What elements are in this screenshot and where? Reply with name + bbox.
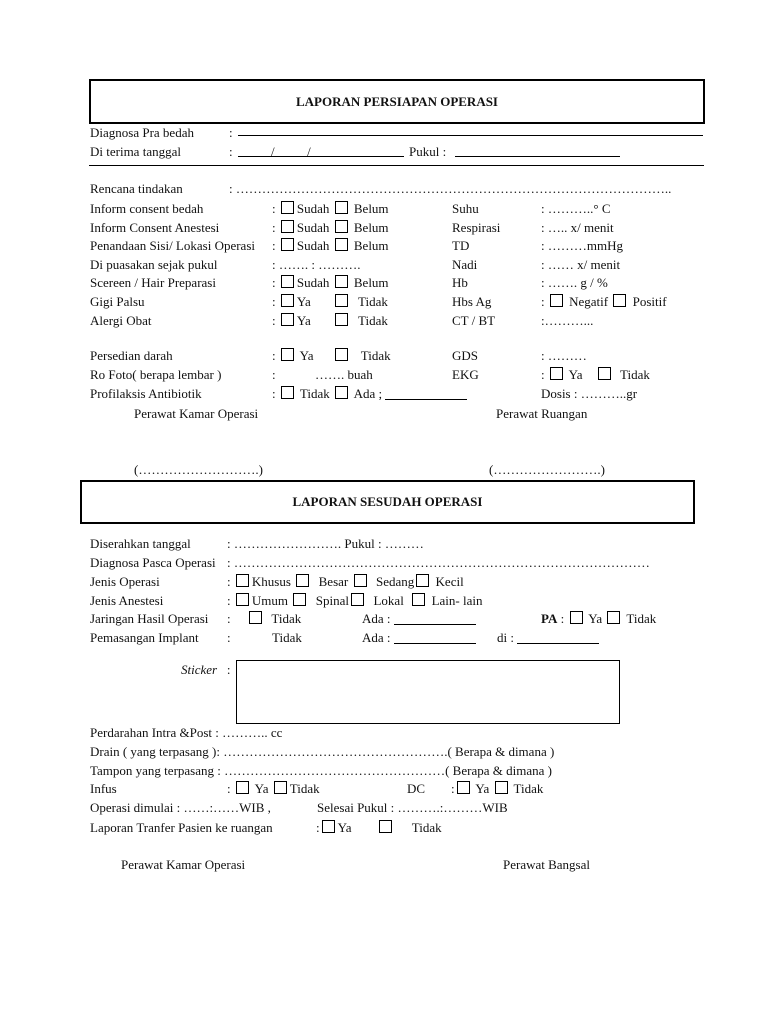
sticker-label: Sticker : xyxy=(181,662,231,677)
ya-checkbox[interactable] xyxy=(550,367,563,380)
alergi-label: Alergi Obat xyxy=(90,313,152,328)
hbsag-options: : Negatif Positif xyxy=(541,294,667,309)
ya-checkbox[interactable] xyxy=(281,348,294,361)
section1-title: LAPORAN PERSIAPAN OPERASI xyxy=(296,93,498,109)
belum-checkbox[interactable] xyxy=(335,201,348,214)
jaringan-label: Jaringan Hasil Operasi xyxy=(90,611,209,626)
ya-checkbox[interactable] xyxy=(570,611,583,624)
ctbt-value[interactable]: :………... xyxy=(541,313,594,328)
ya-checkbox[interactable] xyxy=(236,781,249,794)
dc-label: DC xyxy=(407,781,426,796)
rencana-dots[interactable]: : ……………………………………………………………………………………….. xyxy=(229,181,672,196)
gigi-palsu-options: : Ya Tidak xyxy=(272,294,388,309)
diagnosa-pasca-value[interactable]: : …………………………………………………………………………………… xyxy=(227,555,650,570)
transfer-options: : Ya Tidak xyxy=(316,820,442,835)
perdarahan-field[interactable]: Perdarahan Intra &Post : ……….. cc xyxy=(90,725,283,740)
jenis-operasi-options: : Khusus Besar Sedang Kecil xyxy=(227,574,464,589)
diserahkan-value[interactable]: : ……………………. Pukul : ……… xyxy=(227,536,424,551)
sudah-checkbox[interactable] xyxy=(281,201,294,214)
gds-value[interactable]: : ……… xyxy=(541,348,587,363)
tidak-checkbox[interactable] xyxy=(274,781,287,794)
tidak-checkbox[interactable] xyxy=(607,611,620,624)
nadi-value[interactable]: : …… x/ menit xyxy=(541,257,621,272)
screen-hair-label: Scereen / Hair Preparasi xyxy=(90,275,216,290)
belum-checkbox[interactable] xyxy=(335,275,348,288)
lain-lain-checkbox[interactable] xyxy=(412,593,425,606)
selesai-field[interactable]: Selesai Pukul : ……….:………WIB xyxy=(317,800,508,815)
sign-left-label: Perawat Kamar Operasi xyxy=(134,406,259,421)
positif-checkbox[interactable] xyxy=(613,294,626,307)
puasa-label: Di puasakan sejak pukul xyxy=(90,257,218,272)
colon: : xyxy=(272,367,276,382)
hb-value[interactable]: : ……. g / % xyxy=(541,275,608,290)
date-slashes: / / xyxy=(271,144,311,159)
hbsag-label: Hbs Ag xyxy=(452,294,492,309)
section1-title-box xyxy=(89,79,705,124)
sign2-right-label: Perawat Bangsal xyxy=(503,857,591,872)
dc-options: : Ya Tidak xyxy=(451,781,544,796)
tidak-checkbox[interactable] xyxy=(249,611,262,624)
sign2-left-label: Perawat Kamar Operasi xyxy=(121,857,246,872)
diagnosa-pasca-label: Diagnosa Pasca Operasi xyxy=(90,555,216,570)
sign-right-label: Perawat Ruangan xyxy=(496,406,588,421)
ya-checkbox[interactable] xyxy=(281,313,294,326)
spinal-checkbox[interactable] xyxy=(293,593,306,606)
hb-label: Hb xyxy=(452,275,468,290)
sign-right-paren[interactable]: (…………………….) xyxy=(489,462,605,477)
puasa-value[interactable]: : ……. : ………. xyxy=(272,257,361,272)
divider xyxy=(89,165,704,166)
umum-checkbox[interactable] xyxy=(236,593,249,606)
tidak-checkbox[interactable] xyxy=(335,348,348,361)
tidak-checkbox[interactable] xyxy=(281,386,294,399)
rofoto-value[interactable]: ……. buah xyxy=(315,367,373,382)
ctbt-label: CT / BT xyxy=(452,313,496,328)
ekg-label: EKG xyxy=(452,367,479,382)
profilaksis-label: Profilaksis Antibiotik xyxy=(90,386,202,401)
tidak-checkbox[interactable] xyxy=(379,820,392,833)
rencana-label: Rencana tindakan xyxy=(90,181,183,196)
operasi-dimulai-field[interactable]: Operasi dimulai : ……:……WIB , xyxy=(90,800,271,815)
implant-di: di : xyxy=(497,630,599,646)
tidak-checkbox[interactable] xyxy=(335,294,348,307)
implant-ada-field[interactable] xyxy=(394,632,476,644)
diterima-label: Di terima tanggal xyxy=(90,144,181,159)
date-field[interactable] xyxy=(238,156,404,157)
pukul-label: Pukul : xyxy=(409,144,447,159)
pa-options: PA : Ya Tidak xyxy=(541,611,657,626)
khusus-checkbox[interactable] xyxy=(236,574,249,587)
sudah-checkbox[interactable] xyxy=(281,220,294,233)
diserahkan-label: Diserahkan tanggal xyxy=(90,536,191,551)
td-value[interactable]: : ………mmHg xyxy=(541,238,623,253)
negatif-checkbox[interactable] xyxy=(550,294,563,307)
pukul-field[interactable] xyxy=(455,156,620,157)
ada-checkbox[interactable] xyxy=(335,386,348,399)
profilaksis-options: : Tidak Ada ; xyxy=(272,386,467,402)
dosis-value[interactable]: Dosis : ………..gr xyxy=(541,386,638,401)
jenis-anestesi-label: Jenis Anestesi xyxy=(90,593,164,608)
sign-left-paren[interactable]: (……………………….) xyxy=(134,462,263,477)
diagnosa-pra-field[interactable] xyxy=(238,135,703,136)
persediaan-options: : Ya Tidak xyxy=(272,348,391,363)
infus-label: Infus xyxy=(90,781,117,796)
ya-checkbox[interactable] xyxy=(322,820,335,833)
jenis-operasi-label: Jenis Operasi xyxy=(90,574,160,589)
respirasi-label: Respirasi xyxy=(452,220,501,235)
sticker-box[interactable] xyxy=(236,660,620,724)
belum-checkbox[interactable] xyxy=(335,238,348,251)
implant-label: Pemasangan Implant xyxy=(90,630,199,645)
gds-label: GDS xyxy=(452,348,479,363)
tidak-checkbox[interactable] xyxy=(335,313,348,326)
sedang-checkbox[interactable] xyxy=(354,574,367,587)
suhu-value[interactable]: : ………..° C xyxy=(541,201,611,216)
tidak-checkbox[interactable] xyxy=(598,367,611,380)
tidak-checkbox[interactable] xyxy=(495,781,508,794)
kecil-checkbox[interactable] xyxy=(416,574,429,587)
besar-checkbox[interactable] xyxy=(296,574,309,587)
colon: : xyxy=(227,630,231,645)
tampon-field[interactable]: Tampon yang terpasang : ……………………………………………( Berapa & dimana ) xyxy=(90,763,552,778)
penandaan-options: : Sudah Belum xyxy=(272,238,389,253)
jaringan-ada-field[interactable] xyxy=(394,613,476,625)
ya-checkbox[interactable] xyxy=(457,781,470,794)
inform-consent-bedah-label: Inform consent bedah xyxy=(90,201,204,216)
ya-checkbox[interactable] xyxy=(281,294,294,307)
laporan-transfer-label: Laporan Tranfer Pasien ke ruangan xyxy=(90,820,273,835)
alergi-options: : Ya Tidak xyxy=(272,313,388,328)
jaringan-ada: Ada : xyxy=(362,611,476,627)
inform-consent-anestesi-label: Inform Consent Anestesi xyxy=(90,220,220,235)
lokal-checkbox[interactable] xyxy=(351,593,364,606)
colon: : xyxy=(229,144,233,159)
nadi-label: Nadi xyxy=(452,257,478,272)
implant-di-field[interactable] xyxy=(517,632,599,644)
td-label: TD xyxy=(452,238,470,253)
section2-title: LAPORAN SESUDAH OPERASI xyxy=(292,494,483,509)
infus-options: : Ya Tidak xyxy=(227,781,320,796)
sudah-checkbox[interactable] xyxy=(281,238,294,251)
rofoto-label: Ro Foto( berapa lembar ) xyxy=(90,367,222,382)
sudah-checkbox[interactable] xyxy=(281,275,294,288)
penandaan-label: Penandaan Sisi/ Lokasi Operasi xyxy=(90,238,255,253)
suhu-label: Suhu xyxy=(452,201,479,216)
jenis-anestesi-options: : Umum Spinal Lokal Lain- lain xyxy=(227,593,483,608)
inform-consent-anestesi-options: : Sudah Belum xyxy=(272,220,389,235)
respirasi-value[interactable]: : ….. x/ menit xyxy=(541,220,614,235)
screen-hair-options: : Sudah Belum xyxy=(272,275,389,290)
implant-ada: Ada : xyxy=(362,630,476,646)
colon: : xyxy=(229,125,233,140)
belum-checkbox[interactable] xyxy=(335,220,348,233)
section2-title-box xyxy=(80,480,695,524)
diagnosa-pra-label: Diagnosa Pra bedah xyxy=(90,125,194,140)
ekg-options: : Ya Tidak xyxy=(541,367,650,382)
drain-field[interactable]: Drain ( yang terpasang ): …………………………………………….( Berapa & dimana ) xyxy=(90,744,555,759)
gigi-palsu-label: Gigi Palsu xyxy=(90,294,145,309)
persediaan-label: Persedian darah xyxy=(90,348,173,363)
implant-tidak[interactable]: Tidak xyxy=(272,630,302,645)
antibiotik-field[interactable] xyxy=(385,388,467,400)
inform-consent-bedah-options: : Sudah Belum xyxy=(272,201,389,216)
jaringan-options: : Tidak xyxy=(227,611,302,626)
